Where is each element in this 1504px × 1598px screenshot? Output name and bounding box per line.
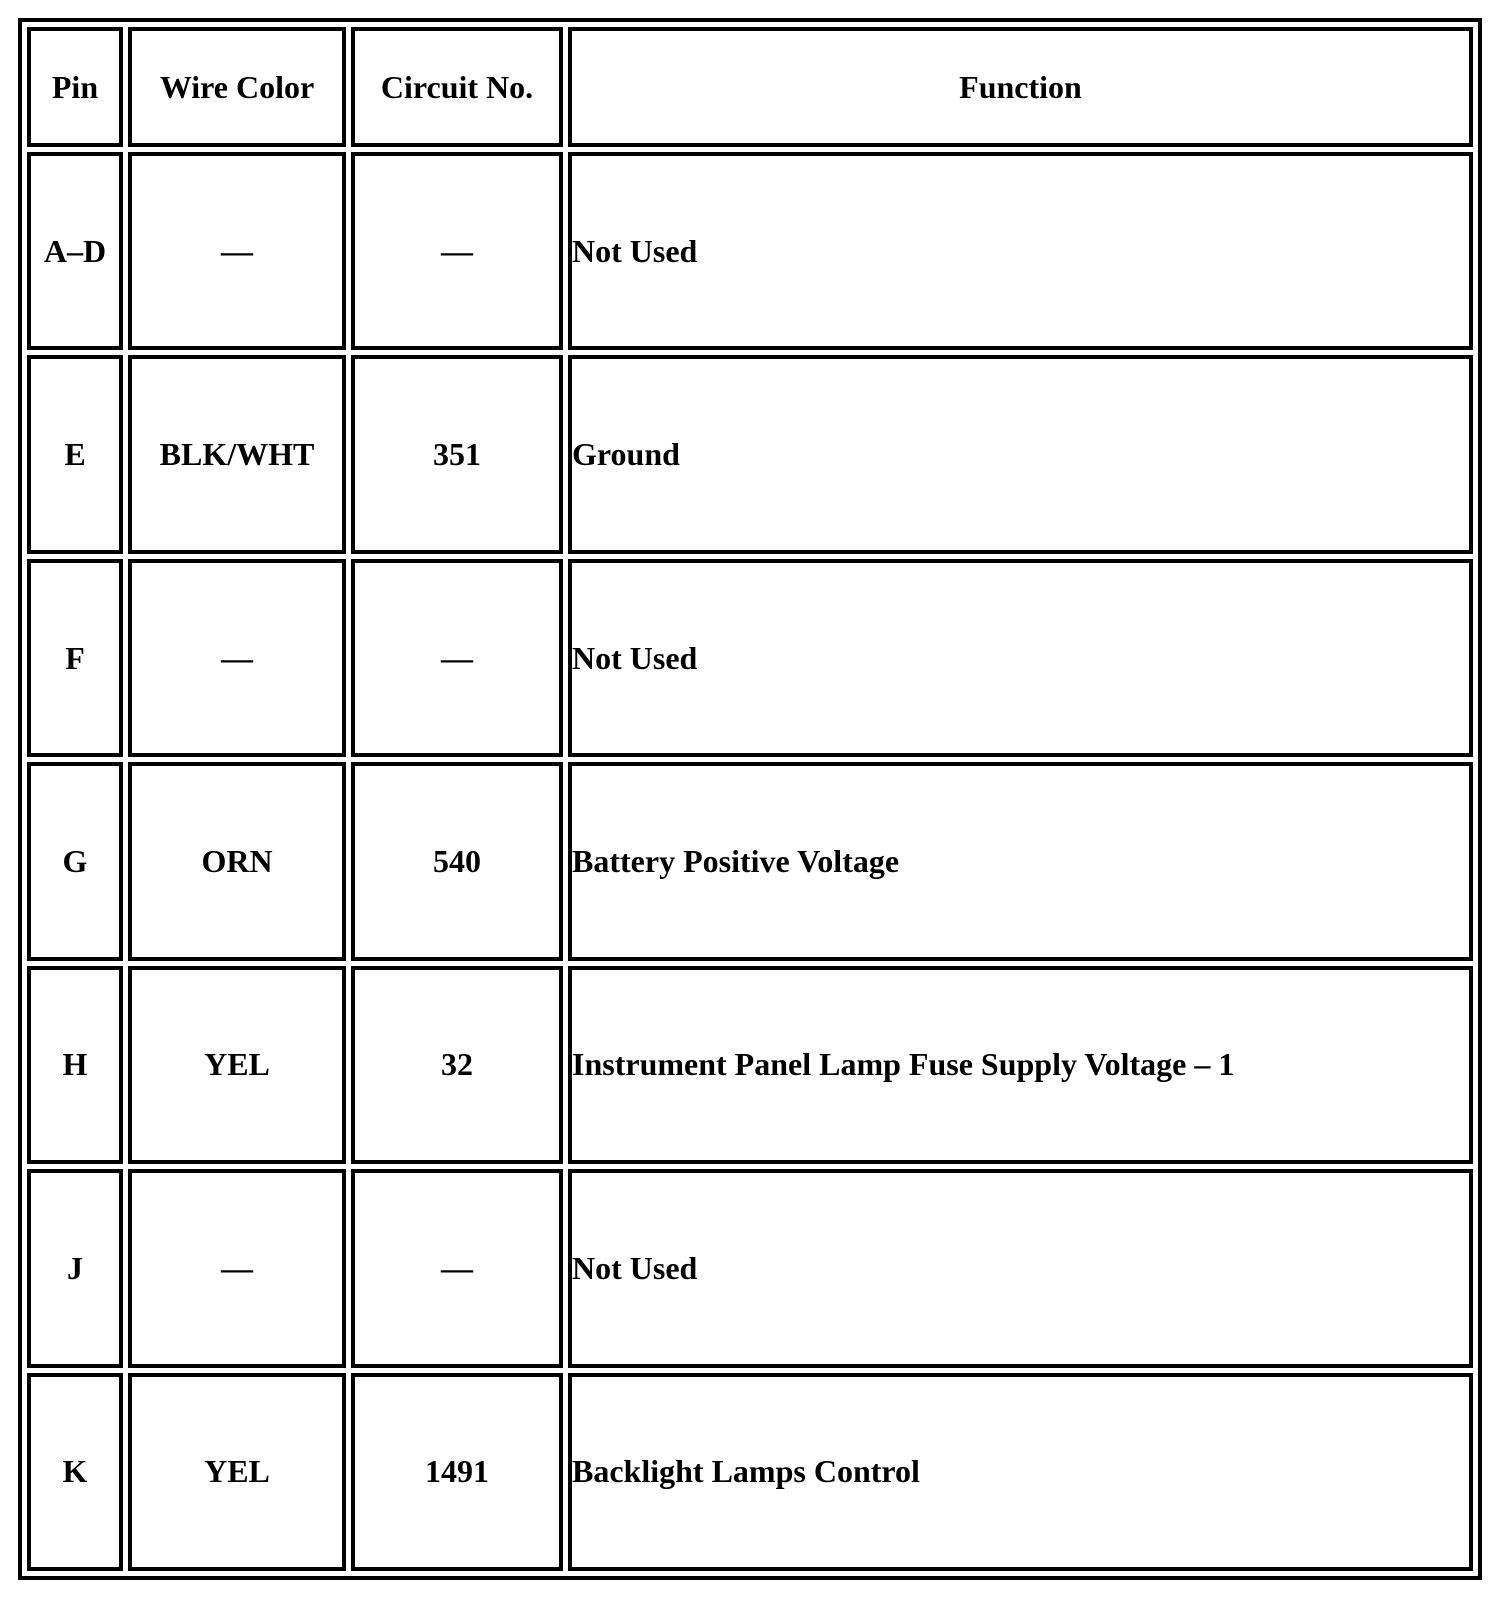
table-row: [27, 1169, 1473, 1367]
cell-function: Not Used: [568, 1169, 1473, 1367]
table-row: [27, 152, 1473, 350]
cell-wire-color: —: [128, 1169, 346, 1367]
cell-wire-color: —: [128, 152, 346, 350]
cell-pin: G: [27, 762, 123, 960]
cell-wire-color: BLK/WHT: [128, 355, 346, 553]
cell-wire-color: ORN: [128, 762, 346, 960]
table-header-row: [27, 27, 1473, 147]
cell-circuit-no: 1491: [351, 1373, 563, 1571]
header-circuit-no: Circuit No.: [351, 27, 563, 147]
cell-circuit-no: —: [351, 152, 563, 350]
cell-pin: E: [27, 355, 123, 553]
cell-circuit-no: 351: [351, 355, 563, 553]
cell-pin: A–D: [27, 152, 123, 350]
cell-function: Battery Positive Voltage: [568, 762, 1473, 960]
cell-circuit-no: —: [351, 559, 563, 757]
cell-pin: K: [27, 1373, 123, 1571]
connector-pinout-table: [22, 22, 1478, 1576]
table-row: [27, 559, 1473, 757]
cell-function: Not Used: [568, 152, 1473, 350]
cell-function: Not Used: [568, 559, 1473, 757]
cell-function: Ground: [568, 355, 1473, 553]
cell-wire-color: YEL: [128, 966, 346, 1164]
cell-pin: H: [27, 966, 123, 1164]
cell-circuit-no: 540: [351, 762, 563, 960]
cell-circuit-no: 32: [351, 966, 563, 1164]
table-row: [27, 966, 1473, 1164]
table-row: [27, 1373, 1473, 1571]
cell-function: Backlight Lamps Control: [568, 1373, 1473, 1571]
cell-circuit-no: —: [351, 1169, 563, 1367]
header-pin: Pin: [27, 27, 123, 147]
cell-pin: J: [27, 1169, 123, 1367]
header-function: Function: [568, 27, 1473, 147]
cell-function: Instrument Panel Lamp Fuse Supply Voltage – 1: [568, 966, 1473, 1164]
cell-wire-color: YEL: [128, 1373, 346, 1571]
table-row: [27, 355, 1473, 553]
cell-wire-color: —: [128, 559, 346, 757]
header-wire-color: Wire Color: [128, 27, 346, 147]
table-row: [27, 762, 1473, 960]
cell-pin: F: [27, 559, 123, 757]
